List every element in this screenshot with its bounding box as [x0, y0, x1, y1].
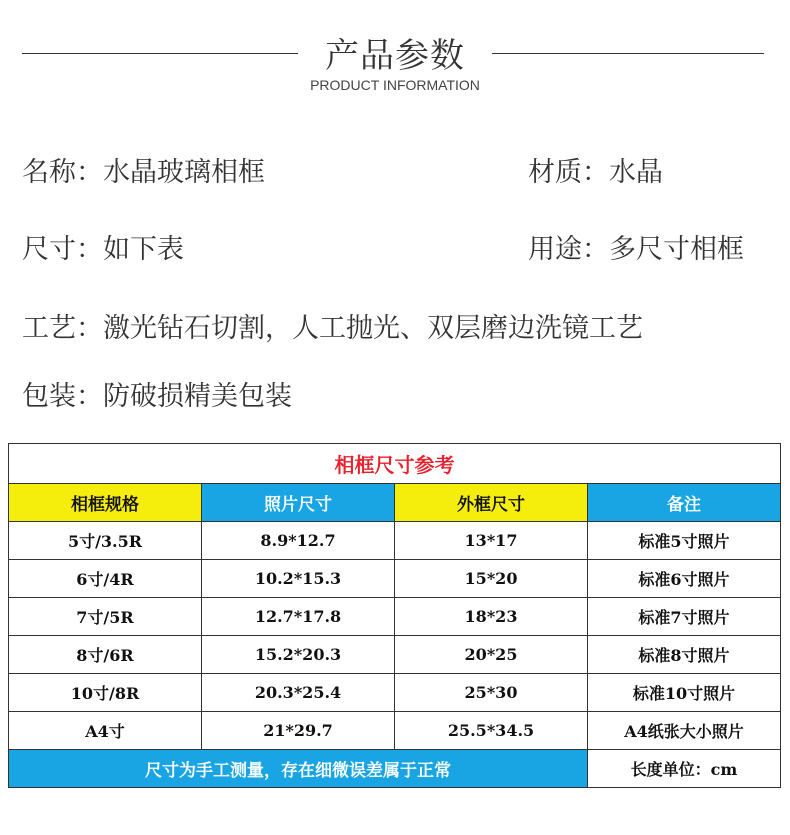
table-header-row — [9, 484, 781, 522]
section-title: 产品参数 — [325, 36, 465, 76]
section-subtitle: PRODUCT INFORMATION — [310, 77, 480, 93]
header-divider-right — [492, 53, 764, 54]
cell-frame-spec: 10寸/8R — [9, 674, 202, 712]
cell-frame-spec: A4寸 — [9, 712, 202, 750]
cell-photo-size: 21*29.7 — [202, 712, 395, 750]
cell-remark: 标准5寸照片 — [588, 522, 781, 560]
info-name: 名称：水晶玻璃相框 — [22, 157, 265, 188]
cell-remark: 标准8寸照片 — [588, 636, 781, 674]
table-row — [9, 712, 781, 750]
size-reference-table — [8, 443, 781, 788]
section-header — [0, 0, 790, 110]
cell-outer-size: 25.5*34.5 — [395, 712, 588, 750]
cell-remark: A4纸张大小照片 — [588, 712, 781, 750]
measurement-note: 尺寸为手工测量，存在细微误差属于正常 — [9, 750, 588, 788]
cell-outer-size: 15*20 — [395, 560, 588, 598]
cell-photo-size: 10.2*15.3 — [202, 560, 395, 598]
table-row — [9, 636, 781, 674]
cell-outer-size: 25*30 — [395, 674, 588, 712]
cell-photo-size: 12.7*17.8 — [202, 598, 395, 636]
column-header: 照片尺寸 — [202, 484, 395, 522]
column-header: 外框尺寸 — [395, 484, 588, 522]
table-row — [9, 522, 781, 560]
cell-photo-size: 8.9*12.7 — [202, 522, 395, 560]
table-row — [9, 598, 781, 636]
unit-label: 长度单位：cm — [588, 750, 781, 788]
cell-outer-size: 18*23 — [395, 598, 588, 636]
info-packaging: 包装：防破损精美包装 — [22, 381, 292, 412]
cell-outer-size: 20*25 — [395, 636, 588, 674]
cell-frame-spec: 7寸/5R — [9, 598, 202, 636]
cell-photo-size: 15.2*20.3 — [202, 636, 395, 674]
cell-frame-spec: 6寸/4R — [9, 560, 202, 598]
table-footer-row — [9, 750, 781, 788]
table-caption-row — [9, 444, 781, 484]
info-craft: 工艺：激光钻石切割，人工抛光、双层磨边洗镜工艺 — [22, 313, 643, 344]
cell-frame-spec: 5寸/3.5R — [9, 522, 202, 560]
table-row — [9, 560, 781, 598]
cell-outer-size: 13*17 — [395, 522, 588, 560]
info-usage: 用途：多尺寸相框 — [528, 234, 744, 265]
column-header: 相框规格 — [9, 484, 202, 522]
cell-photo-size: 20.3*25.4 — [202, 674, 395, 712]
cell-remark: 标准10寸照片 — [588, 674, 781, 712]
column-header: 备注 — [588, 484, 781, 522]
table-title: 相框尺寸参考 — [9, 444, 781, 484]
info-size: 尺寸：如下表 — [22, 234, 184, 265]
info-material: 材质：水晶 — [528, 157, 663, 188]
table-row — [9, 674, 781, 712]
cell-remark: 标准7寸照片 — [588, 598, 781, 636]
cell-frame-spec: 8寸/6R — [9, 636, 202, 674]
cell-remark: 标准6寸照片 — [588, 560, 781, 598]
